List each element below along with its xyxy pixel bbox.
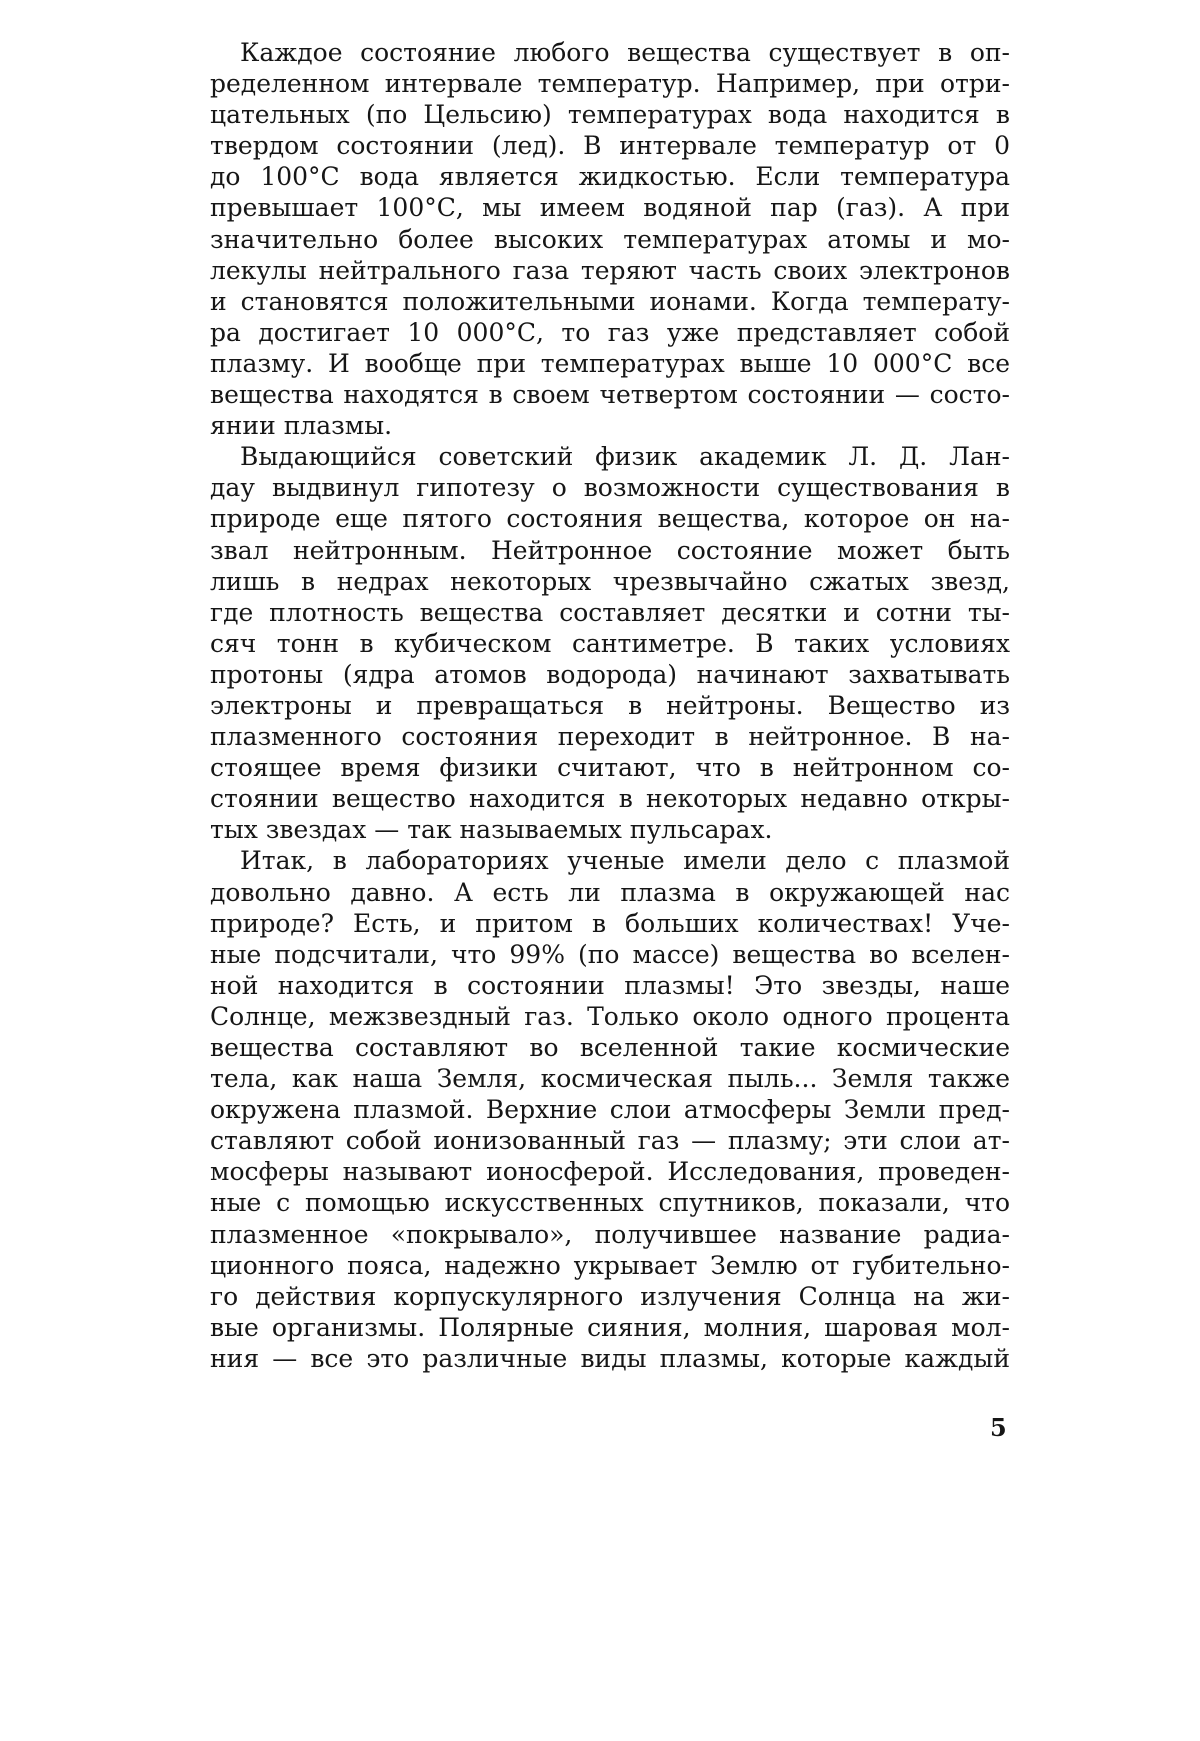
text-line: где плотность вещества составляет десятки и сотни ты- [210,597,1010,627]
text-line: ционного пояса, надежно укрывает Землю от губительно- [210,1250,1010,1280]
text-line: значительно более высоких температурах атомы и мо- [210,224,1010,254]
body-text [210,37,1010,1374]
text-line: Итак, в лабораториях ученые имели дело с плазмой [240,846,1010,876]
text-line: цательных (по Цельсию) температурах вода находится в [210,100,1010,130]
text-line: янии плазмы. [210,411,393,441]
text-line: до 100°С вода является жидкостью. Если температура [210,162,1010,192]
text-line: стоящее время физики считают, что в нейтронном со- [210,753,1010,783]
text-line: плазменного состояния переходит в нейтронное. В на- [210,722,1010,752]
text-line: лекулы нейтрального газа теряют часть своих электронов [210,255,1010,285]
paragraph [210,845,1010,1374]
text-line: окружена плазмой. Верхние слои атмосферы Земли пред- [210,1095,1010,1125]
text-line: тела, как наша Земля, космическая пыль... Земля также [210,1064,1010,1094]
text-line: плазму. И вообще при температурах выше 10 000°С все [210,348,1010,378]
text-line: Солнце, межзвездный газ. Только около одного процента [210,1001,1010,1031]
text-line: ределенном интервале температур. Например, при отри- [210,69,1010,99]
text-line: лишь в недрах некоторых чрезвычайно сжатых звезд, [210,566,1010,596]
text-line: твердом состоянии (лед). В интервале температур от 0 [210,131,1010,161]
text-line: природе? Есть, и притом в больших количествах! Уче- [210,908,1010,938]
text-line: ной находится в состоянии плазмы! Это звезды, наше [210,970,1010,1000]
text-line: Каждое состояние любого вещества существует в оп- [240,38,1010,67]
text-line: ные с помощью искусственных спутников, показали, что [210,1188,1010,1218]
text-line: стоянии вещество находится в некоторых недавно откры- [210,784,1010,814]
text-line: ставляют собой ионизованный газ — плазму; эти слои ат- [210,1126,1010,1156]
text-line: вещества составляют во вселенной такие космические [210,1033,1010,1062]
text-line: сяч тонн в кубическом сантиметре. В таких условиях [210,628,1010,658]
text-line: Выдающийся советский физик академик Л. Д. Лан- [240,442,1010,472]
paragraph [210,37,1010,441]
paragraph [210,441,1010,845]
text-line: электроны и превращаться в нейтроны. Вещество из [210,690,1010,720]
text-line: го действия корпускулярного излучения Солнца на жи- [210,1281,1010,1311]
text-line: тых звездах — так называемых пульсарах. [210,815,773,845]
text-line: дау выдвинул гипотезу о возможности существования в [210,473,1010,503]
text-line: превышает 100°С, мы имеем водяной пар (газ). А при [210,193,1010,223]
text-line: ра достигает 10 000°С, то газ уже представляет собой [210,317,1010,347]
text-line: мосферы называют ионосферой. Исследования, проведен- [210,1157,1010,1187]
text-line: плазменное «покрывало», получившее название радиа- [210,1219,1010,1249]
text-line: протоны (ядра атомов водорода) начинают захватывать [210,659,1010,689]
text-line: довольно давно. А есть ли плазма в окружающей нас [210,877,1010,907]
text-line: звал нейтронным. Нейтронное состояние может быть [210,535,1010,565]
text-line: и становятся положительными ионами. Когда температу- [210,286,1010,316]
text-line: ные подсчитали, что 99% (по массе) вещества во вселен- [210,939,1010,969]
text-line: вещества находятся в своем четвертом состоянии — состо- [210,380,1010,410]
page-number: 5 [990,1413,1007,1442]
text-line: природе еще пятого состояния вещества, которое он на- [210,504,1010,534]
text-line: ния — все это различные виды плазмы, которые каждый [210,1343,1010,1373]
text-line: вые организмы. Полярные сияния, молния, шаровая мол- [210,1312,1010,1342]
